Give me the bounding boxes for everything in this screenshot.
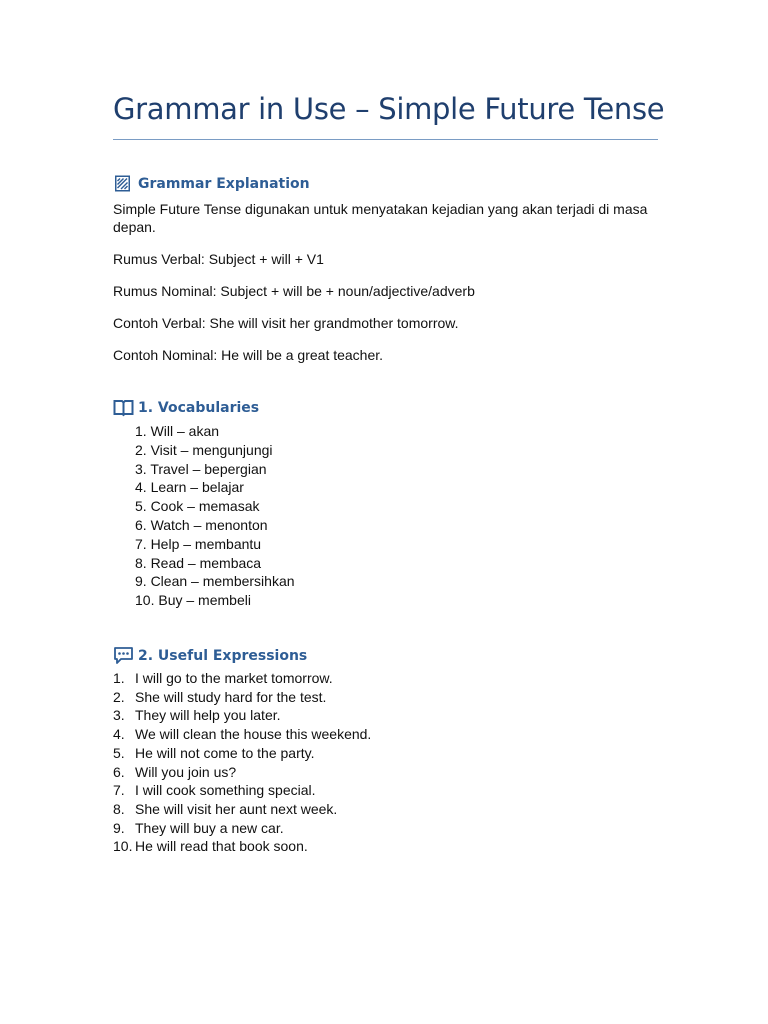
useful-expressions-heading-text: 2. Useful Expressions [138, 647, 308, 664]
rumus-nominal: Rumus Nominal: Subject + will be + noun/adjective/adverb [113, 283, 475, 299]
list-item: 5. Cook – memasak [135, 498, 260, 515]
list-item: 3. Travel – bepergian [135, 460, 267, 477]
explanation-intro: Simple Future Tense digunakan untuk menyatakan kejadian yang akan terjadi di masa depan. [113, 201, 648, 235]
item-text: We will clean the house this weekend. [135, 726, 372, 743]
item-number: 6. [113, 763, 125, 780]
list-item [113, 744, 371, 763]
item-number: 2. [113, 688, 125, 705]
list-item [113, 669, 371, 688]
contoh-verbal: Contoh Verbal: She will visit her grandmother tomorrow. [113, 315, 459, 331]
title-divider [113, 139, 658, 140]
item-text: They will buy a new car. [135, 819, 284, 836]
list-item [113, 781, 371, 800]
item-text: She will study hard for the test. [135, 688, 327, 705]
list-item: 7. Help – membantu [135, 535, 262, 552]
notebook-icon [113, 174, 132, 193]
item-text: He will read that book soon. [135, 838, 308, 855]
list-item: 9. Clean – membersihkan [135, 573, 295, 590]
contoh-nominal: Contoh Nominal: He will be a great teacher. [113, 347, 384, 363]
item-number: 1. [113, 670, 125, 686]
open-book-icon [113, 398, 132, 417]
item-text: I will go to the market tomorrow. [135, 670, 333, 686]
item-text: He will not come to the party. [135, 744, 315, 761]
item-text: She will visit her aunt next week. [135, 800, 338, 817]
expressions-list [113, 669, 371, 856]
list-item [113, 763, 371, 782]
list-item: 8. Read – membaca [135, 554, 262, 571]
vocabularies-heading [113, 398, 259, 417]
speech-bubble-icon [113, 646, 132, 665]
page-title: Grammar in Use – Simple Future Tense [113, 92, 665, 126]
item-number: 3. [113, 707, 125, 724]
list-item [113, 819, 371, 838]
list-item [113, 688, 371, 707]
list-item [113, 800, 371, 819]
list-item: 1. Will – akan [135, 423, 220, 439]
rumus-verbal: Rumus Verbal: Subject + will + V1 [113, 251, 324, 267]
vocabulary-list [135, 422, 295, 610]
useful-expressions-heading [113, 646, 307, 665]
list-item: 10. Buy – membeli [135, 592, 251, 609]
list-item: 2. Visit – mengunjungi [135, 441, 273, 458]
item-number: 4. [113, 726, 125, 743]
item-number: 7. [113, 782, 125, 799]
item-number: 9. [113, 819, 125, 836]
vocabularies-heading-text: 1. Vocabularies [138, 399, 260, 416]
grammar-explanation-heading [113, 174, 310, 193]
list-item [113, 837, 371, 856]
list-item [113, 706, 371, 725]
item-text: Will you join us? [135, 763, 237, 780]
list-item [113, 725, 371, 744]
grammar-explanation-heading-text: Grammar Explanation [138, 175, 310, 192]
item-number: 5. [113, 744, 125, 761]
list-item: 6. Watch – menonton [135, 516, 268, 533]
item-number: 8. [113, 800, 125, 817]
item-text: I will cook something special. [135, 782, 316, 799]
list-item: 4. Learn – belajar [135, 479, 244, 496]
item-text: They will help you later. [135, 707, 281, 724]
item-number: 10. [113, 838, 133, 855]
